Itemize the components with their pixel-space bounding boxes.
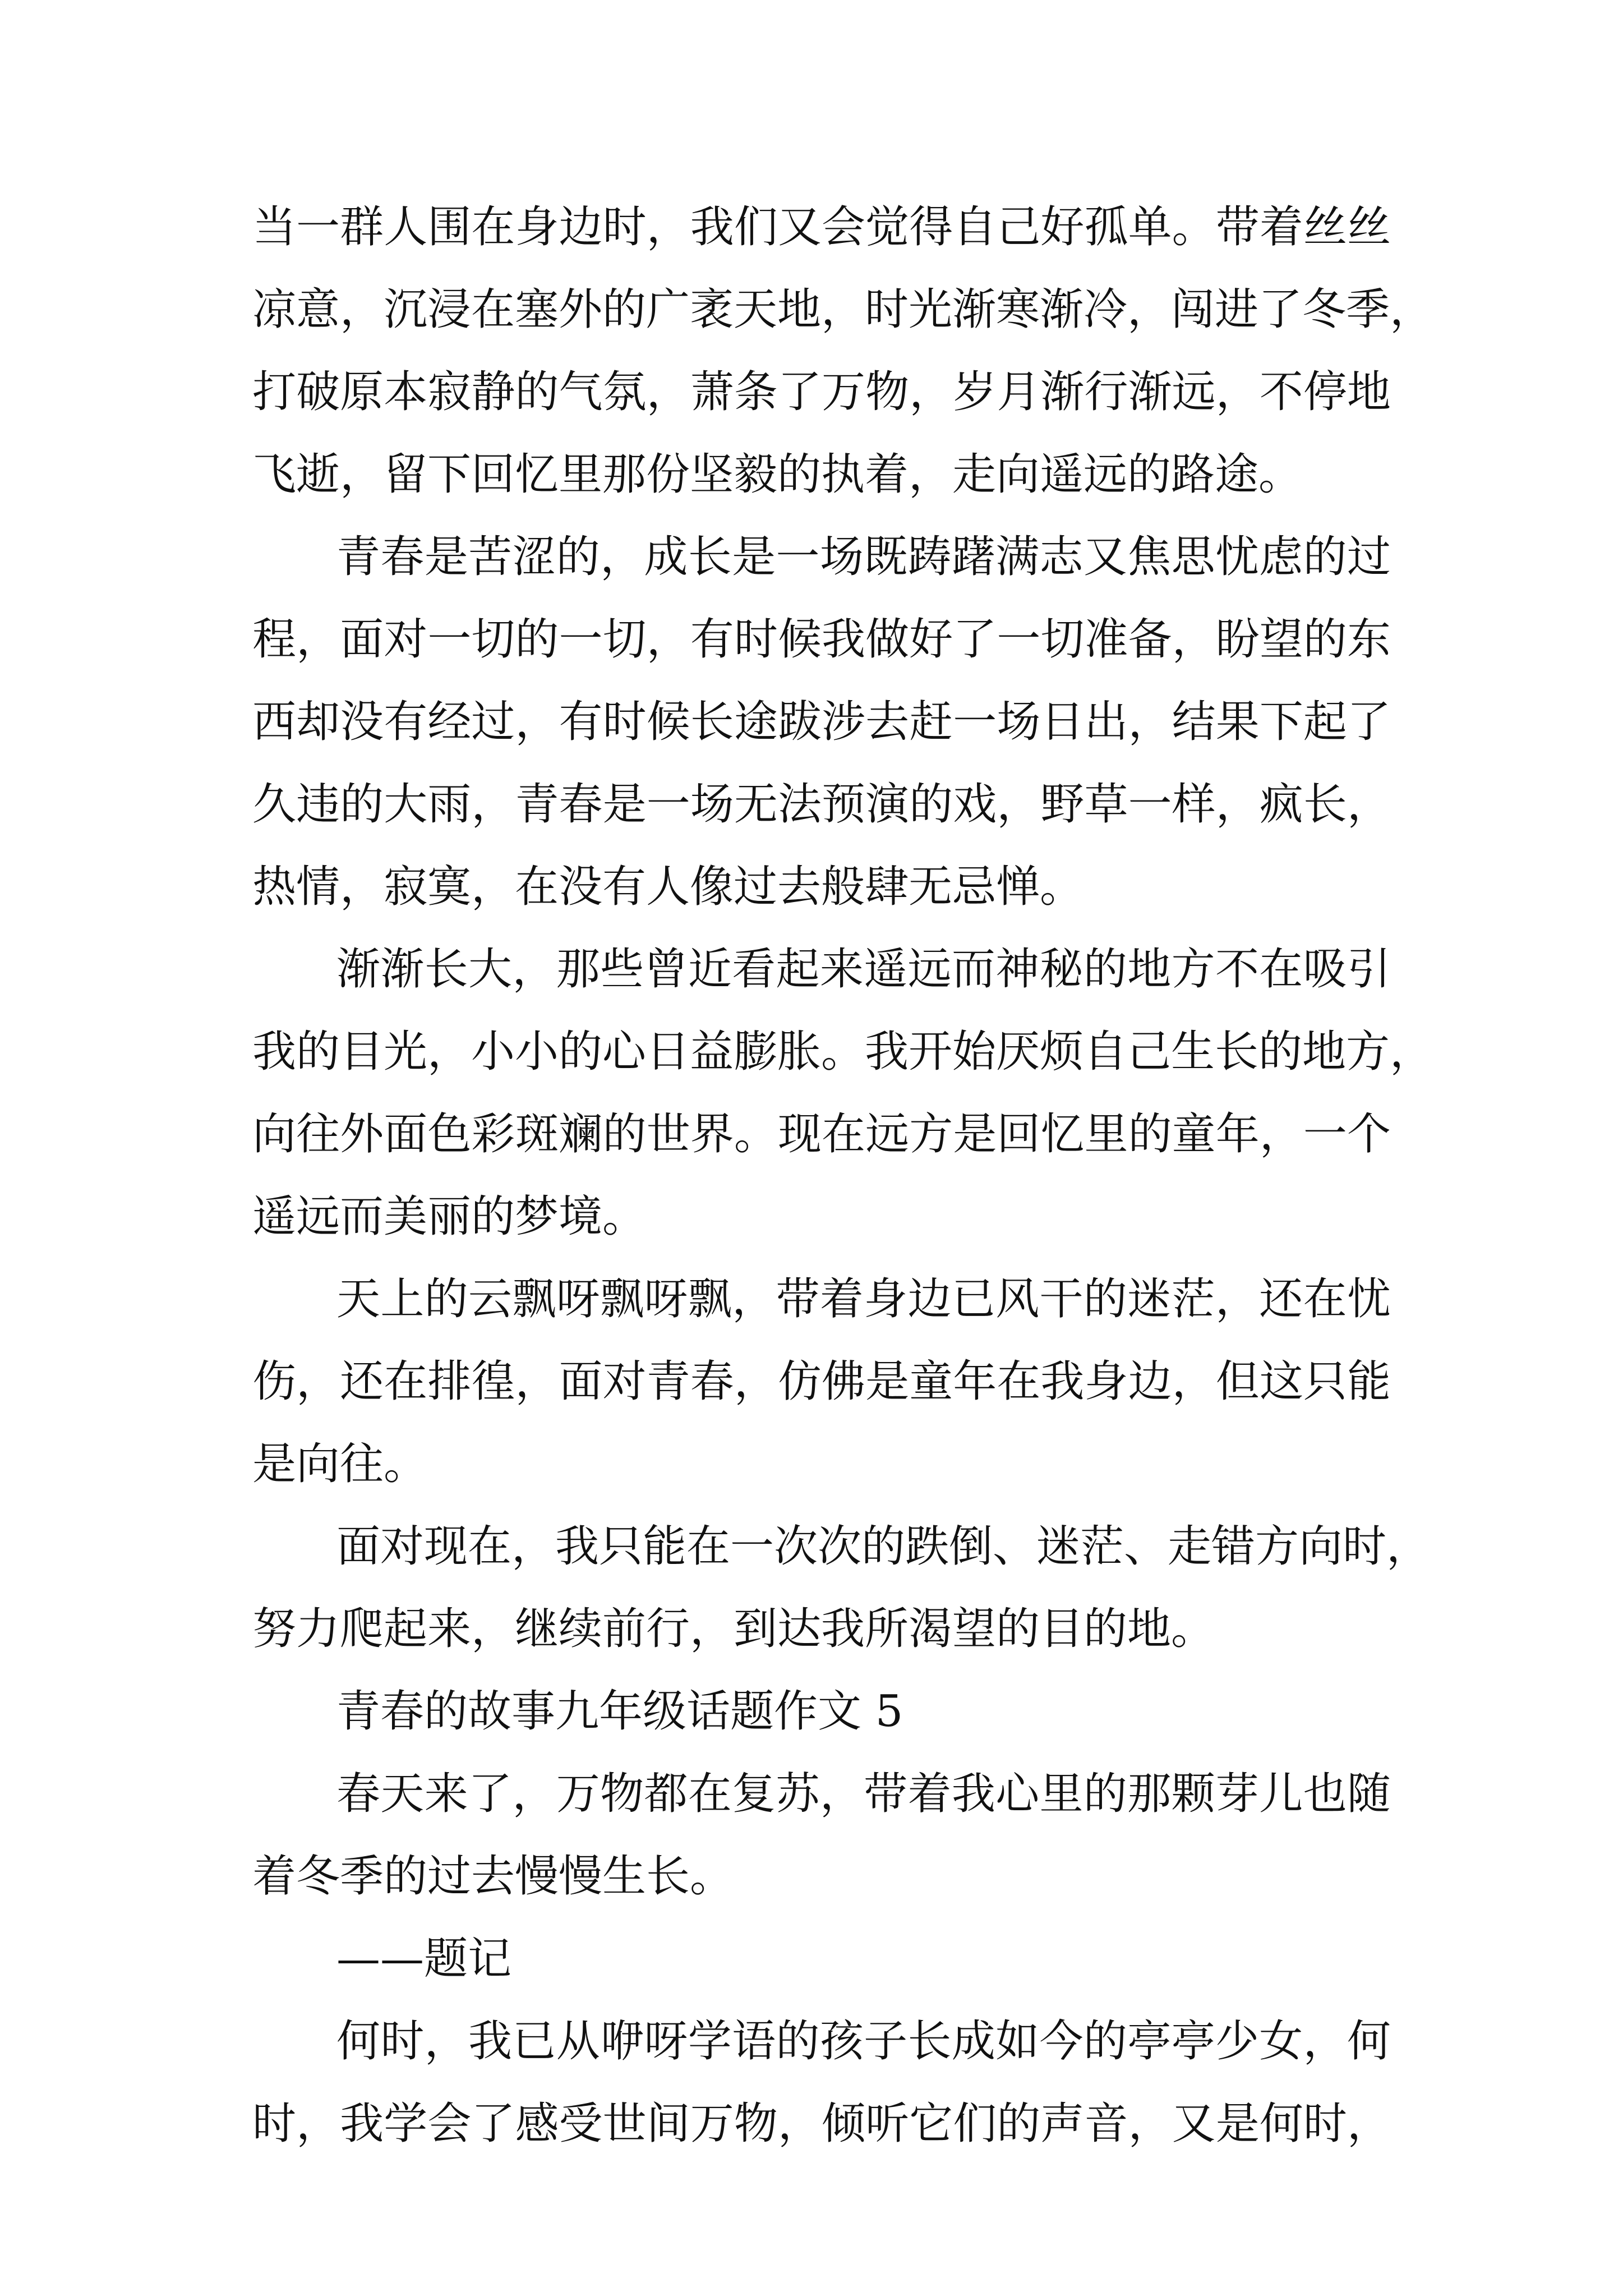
- text-line: 努力爬起来，继续前行，到达我所渴望的目的地。: [252, 1604, 1215, 1654]
- text-line: 热情，寂寞，在没有人像过去般肆无忌惮。: [252, 862, 1084, 912]
- text-line: 伤，还在排徨，面对青春，仿佛是童年在我身边，但这只能: [252, 1356, 1391, 1407]
- text-line: 向往外面色彩斑斓的世界。现在远方是回忆里的童年，一个: [252, 1109, 1391, 1159]
- text-line: 打破原本寂静的气氛，萧条了万物，岁月渐行渐远，不停地: [252, 367, 1391, 417]
- text-line: 西却没有经过，有时候长途跋涉去赶一场日出，结果下起了: [252, 697, 1391, 747]
- paragraph-first-line: 春天来了，万物都在复苏，带着我心里的那颗芽儿也随: [336, 1769, 1391, 1819]
- text-line: 凉意，沉浸在塞外的广袤天地，时光渐寒渐冷，闯进了冬季，: [252, 284, 1434, 335]
- text-line: 是向往。: [252, 1439, 428, 1489]
- paragraph-first-line: 渐渐长大，那些曾近看起来遥远而神秘的地方不在吸引: [336, 944, 1391, 995]
- text-line: 程，面对一切的一切，有时候我做好了一切准备，盼望的东: [252, 614, 1391, 665]
- epigraph-note: ——题记: [336, 1934, 512, 1984]
- paragraph-first-line: 天上的云飘呀飘呀飘，带着身边已风干的迷茫，还在忧: [336, 1274, 1391, 1324]
- text-line: 时，我学会了感受世间万物，倾听它们的声音，又是何时，: [252, 2099, 1391, 2149]
- text-line: 飞逝，留下回忆里那份坚毅的执着，走向遥远的路途。: [252, 449, 1303, 500]
- paragraph-first-line: 面对现在，我只能在一次次的跌倒、迷茫、走错方向时，: [336, 1521, 1431, 1572]
- text-line: 我的目光，小小的心日益膨胀。我开始厌烦自己生长的地方，: [252, 1027, 1434, 1077]
- text-line: 久违的大雨，青春是一场无法预演的戏，野草一样，疯长，: [252, 779, 1391, 830]
- text-line: 着冬季的过去慢慢生长。: [252, 1851, 734, 1902]
- paragraph-first-line: 何时，我已从咿呀学语的孩子长成如今的亭亭少女，何: [336, 2016, 1391, 2067]
- paragraph-first-line: 青春是苦涩的，成长是一场既踌躇满志又焦思忧虑的过: [336, 532, 1391, 582]
- text-line: 当一群人围在身边时，我们又会觉得自己好孤单。带着丝丝: [252, 202, 1391, 252]
- section-heading: 青春的故事九年级话题作文 5: [336, 1686, 903, 1737]
- text-line: 遥远而美丽的梦境。: [252, 1191, 647, 1242]
